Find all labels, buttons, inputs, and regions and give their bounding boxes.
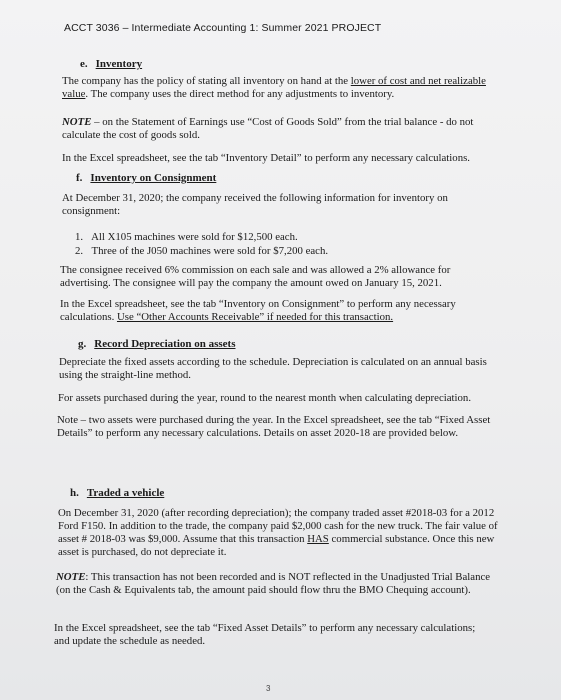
inventory-note-paragraph — [62, 116, 500, 142]
section-title: Traded a vehicle — [86, 487, 165, 499]
section-title: Record Depreciation on assets — [94, 338, 236, 350]
text-span: : This transaction has not been recorded and is NOT reflected in the Unadjusted Trial Balance (on the Cash & Equivalents tab, the amount paid should flow thru the BMO Chequing account). — [56, 571, 491, 596]
underlined-text: lower of cost and net realizable value — [62, 75, 486, 100]
rounding-paragraph: For assets purchased during the year, round to the nearest month when calculating depreciation. — [58, 392, 472, 404]
list-number: 1. — [75, 231, 84, 243]
purchased-assets-note-paragraph: Note – two assets were purchased during the year. In the Excel spreadsheet, see the tab “Fixed Asset Details” to perform any necessary calculations. Details on asset 2020-18 are provided below. — [57, 414, 491, 439]
section-letter: f. — [76, 172, 83, 184]
section-g-heading — [78, 338, 236, 350]
trade-excel-paragraph: In the Excel spreadsheet, see the tab “Fixed Asset Details” to perform any necessary calculations; and update the schedule as needed. — [54, 622, 476, 647]
section-letter: h. — [70, 487, 79, 499]
section-e-heading — [80, 58, 142, 70]
consignment-intro-paragraph: At December 31, 2020; the company received the following information for inventory on consignment: — [62, 192, 448, 217]
note-label: NOTE — [56, 571, 86, 583]
text-span: In the Excel spreadsheet, see the tab “Inventory on Consignment” to perform any necessary calculations. — [60, 298, 456, 323]
section-h-heading — [70, 487, 164, 499]
list-item — [75, 231, 298, 243]
list-item — [75, 245, 328, 257]
document-header: ACCT 3036 – Intermediate Accounting 1: Summer 2021 PROJECT — [64, 22, 382, 34]
page-number: 3 — [266, 684, 271, 693]
section-title: Inventory — [95, 58, 143, 70]
depreciation-paragraph: Depreciate the fixed assets according to the schedule. Depreciation is calculated on an annual basis using the straight-line method. — [59, 356, 487, 381]
underlined-text: Use “Other Accounts Receivable” if needed for this transaction. — [116, 311, 394, 323]
section-title: Inventory on Consignment — [90, 172, 217, 184]
section-letter: g. — [78, 338, 87, 350]
list-text: All X105 machines were sold for $12,500 each. — [91, 231, 298, 243]
consignee-commission-paragraph: The consignee received 6% commission on each sale and was allowed a 2% allowance for advertising. The consignee will pay the company the amount owed on January 15, 2021. — [60, 264, 451, 289]
trade-paragraph — [58, 507, 498, 559]
note-label: NOTE — [62, 116, 92, 128]
text-span: . The company uses the direct method for any adjustments to inventory. — [85, 88, 395, 100]
underlined-text: HAS — [307, 533, 329, 545]
list-number: 2. — [75, 245, 84, 257]
text-span: – on the Statement of Earnings use “Cost of Goods Sold” from the trial balance - do not calculate the cost of goods sold. — [62, 116, 474, 141]
inventory-excel-paragraph: In the Excel spreadsheet, see the tab “Inventory Detail” to perform any necessary calculations. — [62, 152, 471, 164]
text-span: commercial substance. Once this new asset is purchased, do not depreciate it. — [58, 533, 495, 558]
list-text: Three of the J050 machines were sold for $7,200 each. — [91, 245, 329, 257]
consignment-excel-paragraph — [60, 298, 494, 324]
section-letter: e. — [80, 58, 88, 70]
inventory-policy-paragraph — [62, 75, 490, 101]
text-span: On December 31, 2020 (after recording depreciation); the company traded asset #2018-03 for a 2012 Ford F150. In addition to the trade, the company paid $2,000 cash for the new truck. The fair value of asset # 2018-03 was $9,000. Assume that this transaction — [58, 507, 498, 545]
text-span: The company has the policy of stating all inventory on hand at the — [62, 75, 351, 87]
trade-note-paragraph — [56, 571, 492, 597]
section-f-heading — [76, 172, 216, 184]
